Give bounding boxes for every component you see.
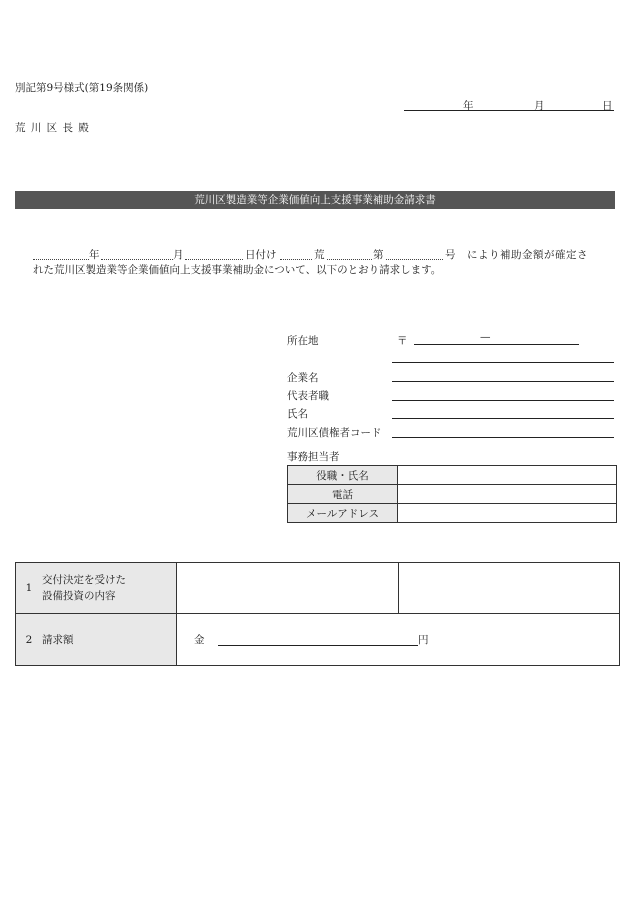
claim-amount-field[interactable] xyxy=(218,645,418,646)
contact-row xyxy=(288,466,617,485)
row2-label-cell xyxy=(16,614,177,666)
date-day-label: 日 xyxy=(602,100,613,112)
date-year-label: 年 xyxy=(463,100,474,112)
row1-label-cell xyxy=(16,563,177,614)
ref-dai-blank xyxy=(327,259,372,260)
date-month-label: 月 xyxy=(534,100,545,112)
postal-code-field[interactable] xyxy=(414,344,579,345)
postal-mark: 〒 xyxy=(397,335,408,347)
representative-title-label: 代表者職 xyxy=(287,390,329,402)
addressee: 荒 川 区 長 殿 xyxy=(15,122,90,134)
contact-position-label: 役職・氏名 xyxy=(288,466,398,485)
contact-email-label: メールアドレス xyxy=(288,504,398,523)
claim-table xyxy=(15,562,620,666)
equipment-content-field[interactable] xyxy=(177,563,399,614)
contact-table xyxy=(287,465,617,523)
ref-ara-label: 荒 xyxy=(314,249,325,261)
contact-position-field[interactable] xyxy=(398,466,617,485)
table-row xyxy=(16,563,620,614)
creditor-code-field[interactable] xyxy=(392,437,614,438)
row2-label: 請求額 xyxy=(42,633,74,646)
ref-ara-blank xyxy=(280,259,312,260)
contact-email-field[interactable] xyxy=(398,504,617,523)
form-number: 別記第9号様式(第19条関係) xyxy=(15,82,149,94)
contact-row xyxy=(288,485,617,504)
ref-go-blank xyxy=(386,259,443,260)
row1-number: 1 xyxy=(25,582,33,594)
table-row xyxy=(16,614,620,666)
claim-amount-cell xyxy=(177,614,620,666)
contact-row xyxy=(288,504,617,523)
equipment-content-field-2[interactable] xyxy=(399,563,620,614)
ref-day-blank xyxy=(185,259,243,260)
company-field[interactable] xyxy=(392,381,614,382)
ref-month-label: 月 xyxy=(173,249,184,261)
row2-number: 2 xyxy=(25,633,33,646)
contact-phone-label: 電話 xyxy=(288,485,398,504)
creditor-code-label: 荒川区債権者コード xyxy=(287,427,382,439)
ref-day-label: 日付け xyxy=(245,249,277,261)
name-label: 氏名 xyxy=(287,408,308,420)
document-title: 荒川区製造業等企業価値向上支援事業補助金請求書 xyxy=(15,191,615,209)
ref-dai-label: 第 xyxy=(373,249,384,261)
row1-label-line2: 設備投資の内容 xyxy=(42,590,116,602)
ref-month-blank xyxy=(101,259,173,260)
name-field[interactable] xyxy=(392,418,614,419)
body-line2: れた荒川区製造業等企業価値向上支援事業補助金について、以下のとおり請求します。 xyxy=(33,264,442,276)
postal-dash: — xyxy=(480,331,491,343)
date-underline xyxy=(404,110,614,111)
row1-label-line1: 交付決定を受けた xyxy=(42,574,126,586)
address-field[interactable] xyxy=(392,362,614,363)
address-label: 所在地 xyxy=(287,335,319,347)
representative-title-field[interactable] xyxy=(392,400,614,401)
amount-prefix: 金 xyxy=(194,634,205,646)
amount-suffix: 円 xyxy=(418,634,429,646)
contact-heading: 事務担当者 xyxy=(287,451,340,463)
ref-go-label: 号 xyxy=(445,249,456,261)
company-label: 企業名 xyxy=(287,372,319,384)
contact-phone-field[interactable] xyxy=(398,485,617,504)
ref-year-label: 年 xyxy=(89,249,100,261)
body-line1-tail: により補助金額が確定さ xyxy=(467,249,588,261)
ref-year-blank xyxy=(33,259,89,260)
